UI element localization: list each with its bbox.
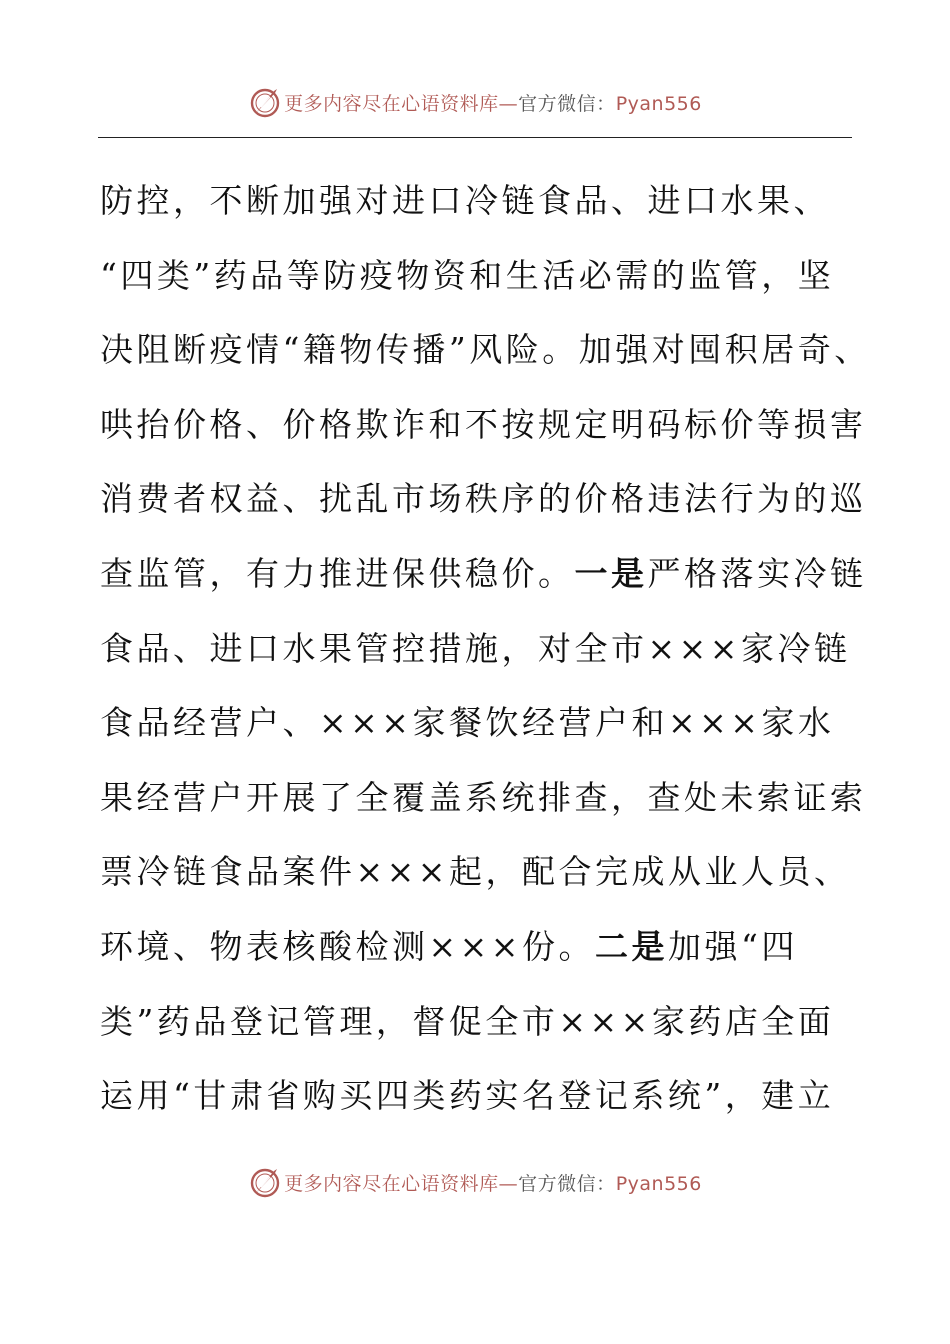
text-segment: 食品、进口水果管控措施，对全市×××家冷链 xyxy=(100,628,851,668)
text-segment: “四类”药品等防疫物资和生活必需的监管，坚 xyxy=(100,255,835,295)
document-body xyxy=(100,164,871,1134)
banner-wechat-label: 官方微信： xyxy=(518,1172,616,1195)
text-segment: 票冷链食品案件×××起，配合完成从业人员、 xyxy=(100,852,851,892)
banner-wechat-id: Pyan556 xyxy=(615,1172,702,1195)
text-line xyxy=(100,686,860,761)
text-segment: 加强“四 xyxy=(667,926,798,966)
text-segment: 运用“甘肃省购买四类药实名登记系统”，建立 xyxy=(100,1076,835,1116)
text-segment: 消费者权益、扰乱市场秩序的价格违法行为的巡 xyxy=(100,479,867,519)
header-divider xyxy=(98,137,852,138)
banner-title: 更多内容尽在心语资料库 xyxy=(284,1172,499,1195)
banner-wechat-id: Pyan556 xyxy=(615,92,702,115)
text-segment: 食品经营户、×××家餐饮经营户和×××家水 xyxy=(100,703,835,743)
text-line xyxy=(100,239,860,314)
text-segment: 哄抬价格、价格欺诈和不按规定明码标价等损害 xyxy=(100,404,867,444)
text-line xyxy=(100,462,867,537)
text-line xyxy=(100,164,860,239)
bold-marker: 二是 xyxy=(594,926,668,966)
text-segment: 查监管，有力推进保供稳价。 xyxy=(100,553,575,593)
text-segment: 类”药品登记管理，督促全市×××家药店全面 xyxy=(100,1001,835,1041)
text-line xyxy=(100,985,860,1060)
quill-logo-icon xyxy=(248,85,282,119)
banner-dash: — xyxy=(498,92,519,115)
text-line xyxy=(100,761,867,836)
text-segment: 决阻断疫情“籍物传播”风险。加强对囤积居奇、 xyxy=(100,330,871,370)
text-segment: 严格落实冷链 xyxy=(647,553,867,593)
footer-banner xyxy=(0,1162,950,1202)
bold-marker: 一是 xyxy=(574,553,648,593)
quill-logo-icon xyxy=(248,1165,282,1199)
text-line xyxy=(100,1059,860,1134)
text-line xyxy=(100,910,860,985)
header-banner xyxy=(0,82,950,122)
text-line xyxy=(100,388,867,463)
text-line xyxy=(100,313,871,388)
banner-wechat-label: 官方微信： xyxy=(518,92,616,115)
text-line xyxy=(100,537,867,612)
text-segment: 环境、物表核酸检测×××份。 xyxy=(100,926,595,966)
text-segment: 果经营户开展了全覆盖系统排查，查处未索证索 xyxy=(100,777,867,817)
text-line xyxy=(100,835,860,910)
banner-dash: — xyxy=(498,1172,519,1195)
text-segment: 防控，不断加强对进口冷链食品、进口水果、 xyxy=(100,181,830,220)
text-line xyxy=(100,612,860,687)
banner-title: 更多内容尽在心语资料库 xyxy=(284,92,499,115)
